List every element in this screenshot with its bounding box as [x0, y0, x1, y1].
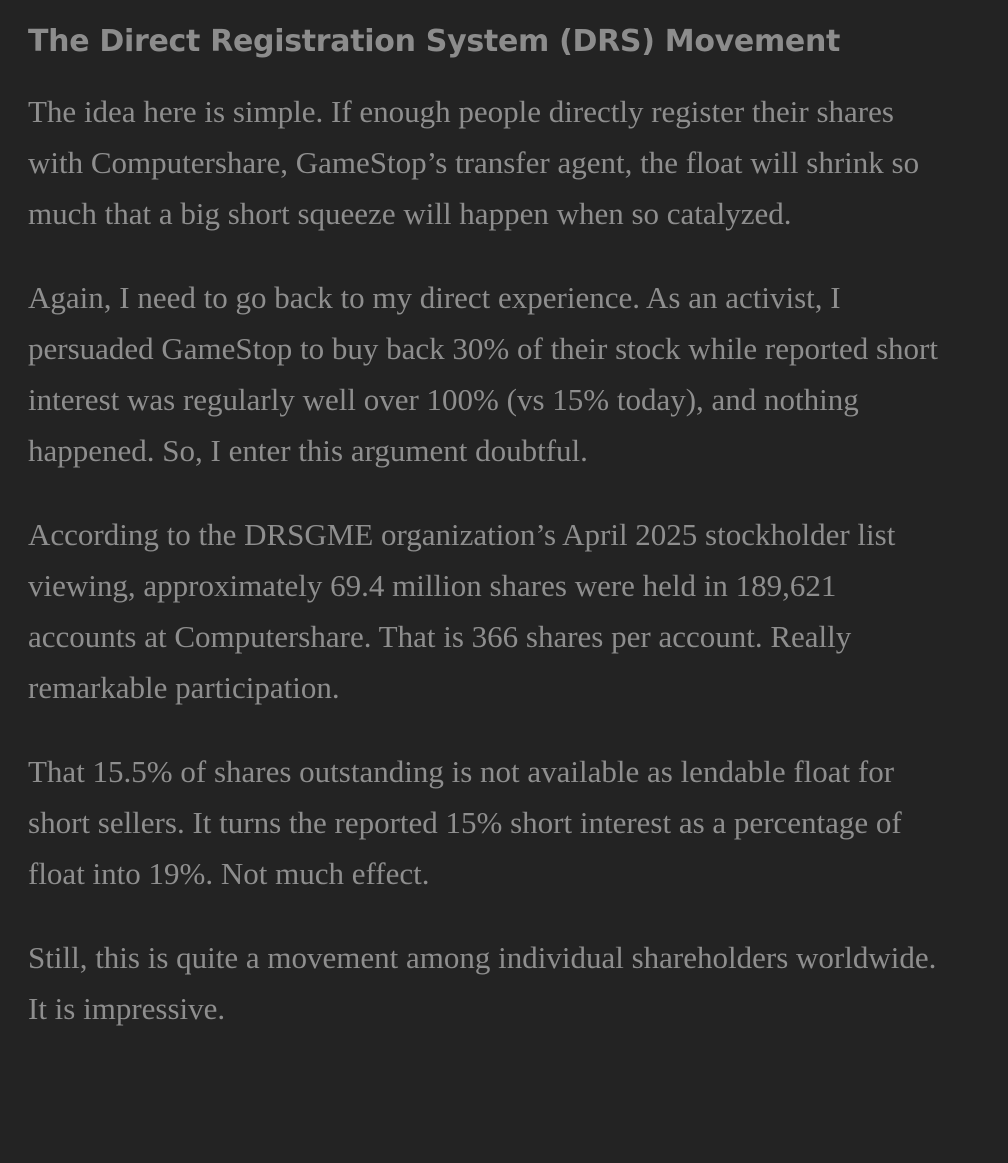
paragraph-movement: Still, this is quite a movement among individual shareholders worldwide. It is impressive. [28, 940, 937, 1026]
article [28, 20, 948, 1067]
paragraph-activist-experience: Again, I need to go back to my direct experience. As an activist, I persuaded GameStop to buy back 30% of their stock while reported short interest was regularly well over 100% (vs 15% today), and nothing happened. So, I enter this argument doubtful. [28, 280, 938, 468]
paragraph-float-effect: That 15.5% of shares outstanding is not available as lendable float for short sellers. It turns the reported 15% short interest as a percentage of float into 19%. Not much effect. [28, 754, 902, 891]
section-heading: The Direct Registration System (DRS) Movement [28, 24, 841, 59]
paragraph-drsgme-stats: According to the DRSGME organization’s April 2025 stockholder list viewing, approximately 69.4 million shares were held in 189,621 accounts at Computershare. That is 366 shares per account. Really remarkable participation. [28, 517, 896, 705]
paragraph-drs-idea: The idea here is simple. If enough people directly register their shares with Computershare, GameStop’s transfer agent, the float will shrink so much that a big short squeeze will happen when so catalyzed. [28, 94, 920, 231]
